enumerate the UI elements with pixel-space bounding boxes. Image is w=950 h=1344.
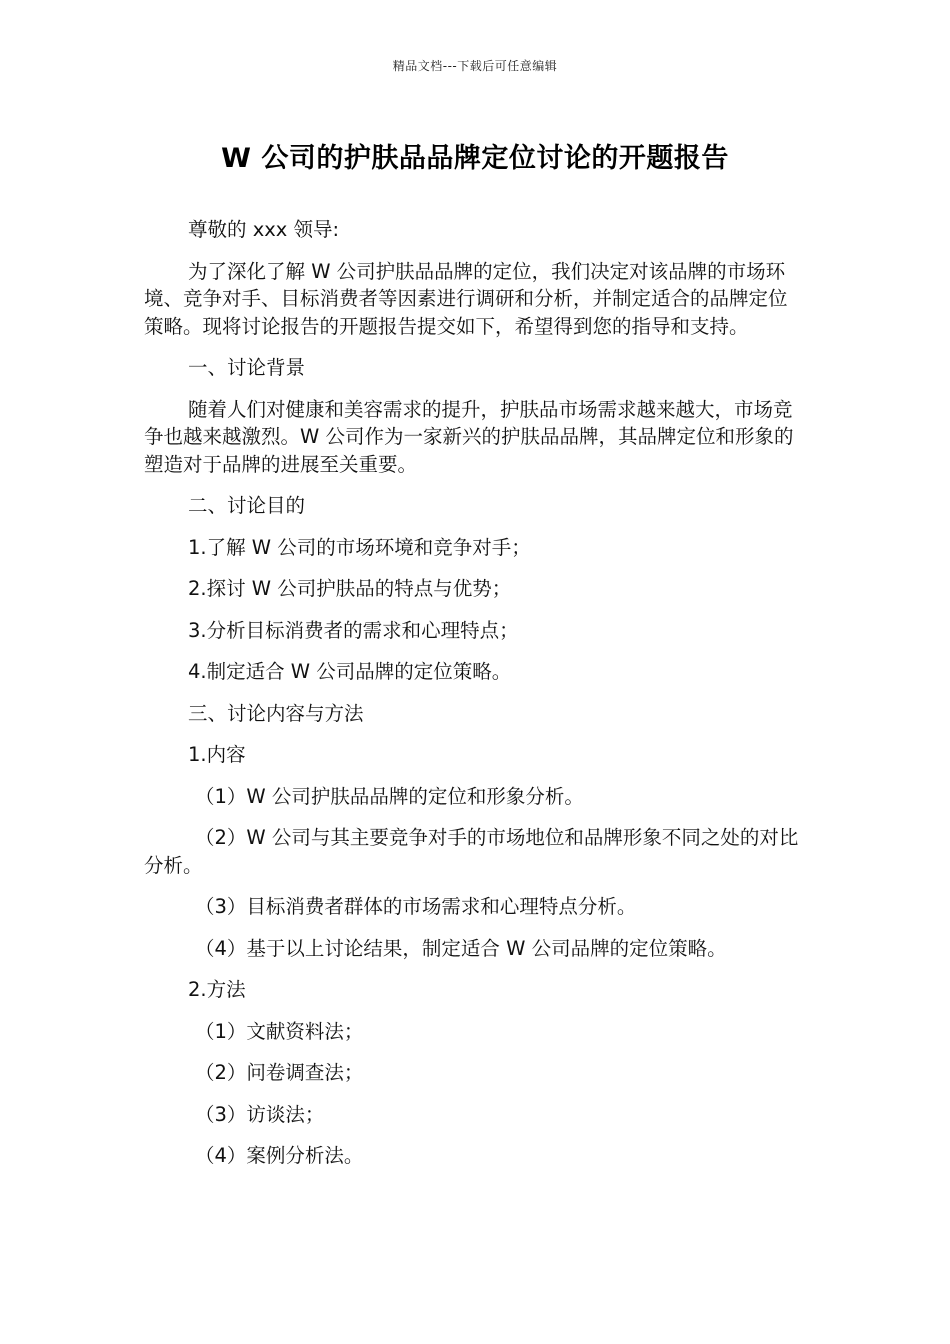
paragraph: 尊敬的 xxx 领导: bbox=[188, 218, 340, 241]
paragraph: （4）基于以上讨论结果，制定适合 W 公司品牌的定位策略。 bbox=[195, 936, 727, 960]
paragraph: 4.制定适合 W 公司品牌的定位策略。 bbox=[188, 660, 512, 683]
paragraph: 三、讨论内容与方法 bbox=[188, 701, 364, 725]
paragraph: 2.方法 bbox=[188, 978, 246, 1001]
paragraph: （2）问卷调查法； bbox=[195, 1061, 364, 1084]
paragraph: 1.内容 bbox=[188, 743, 246, 766]
paragraph: （3）访谈法； bbox=[195, 1102, 325, 1126]
paragraph: 2.探讨 W 公司护肤品的特点与优势； bbox=[188, 577, 512, 600]
paragraph: （1）文献资料法； bbox=[195, 1019, 364, 1043]
paragraph: 为了深化了解 W 公司护肤品品牌的定位，我们决定对该品牌的市场环境、竞争对手、目标消费者等因素进行调研和分析，并制定适合的品牌定位策略。现将讨论报告的开题报告提交如下，希望得到您的指导和支持。 bbox=[144, 259, 788, 338]
paragraph: 1.了解 W 公司的市场环境和竞争对手； bbox=[188, 535, 531, 559]
document-title: W 公司的护肤品品牌定位讨论的开题报告 bbox=[221, 143, 729, 174]
paragraph: （1）W 公司护肤品品牌的定位和形象分析。 bbox=[195, 784, 584, 808]
paragraph: （3）目标消费者群体的市场需求和心理特点分析。 bbox=[195, 895, 637, 918]
paragraph: 一、讨论背景 bbox=[188, 356, 306, 379]
paragraph: 二、讨论目的 bbox=[188, 494, 306, 517]
paragraph: 随着人们对健康和美容需求的提升，护肤品市场需求越来越大，市场竞争也越来越激烈。W 公司作为一家新兴的护肤品品牌，其品牌定位和形象的塑造对于品牌的进展至关重要。 bbox=[144, 397, 794, 476]
document-body bbox=[144, 216, 806, 1184]
paragraph: （4）案例分析法。 bbox=[195, 1144, 364, 1167]
header-note: 精品文档---下载后可任意编辑 bbox=[392, 59, 558, 73]
paragraph: 3.分析目标消费者的需求和心理特点； bbox=[188, 618, 519, 642]
paragraph: （2）W 公司与其主要竞争对手的市场地位和品牌形象不同之处的对比分析。 bbox=[144, 826, 799, 877]
